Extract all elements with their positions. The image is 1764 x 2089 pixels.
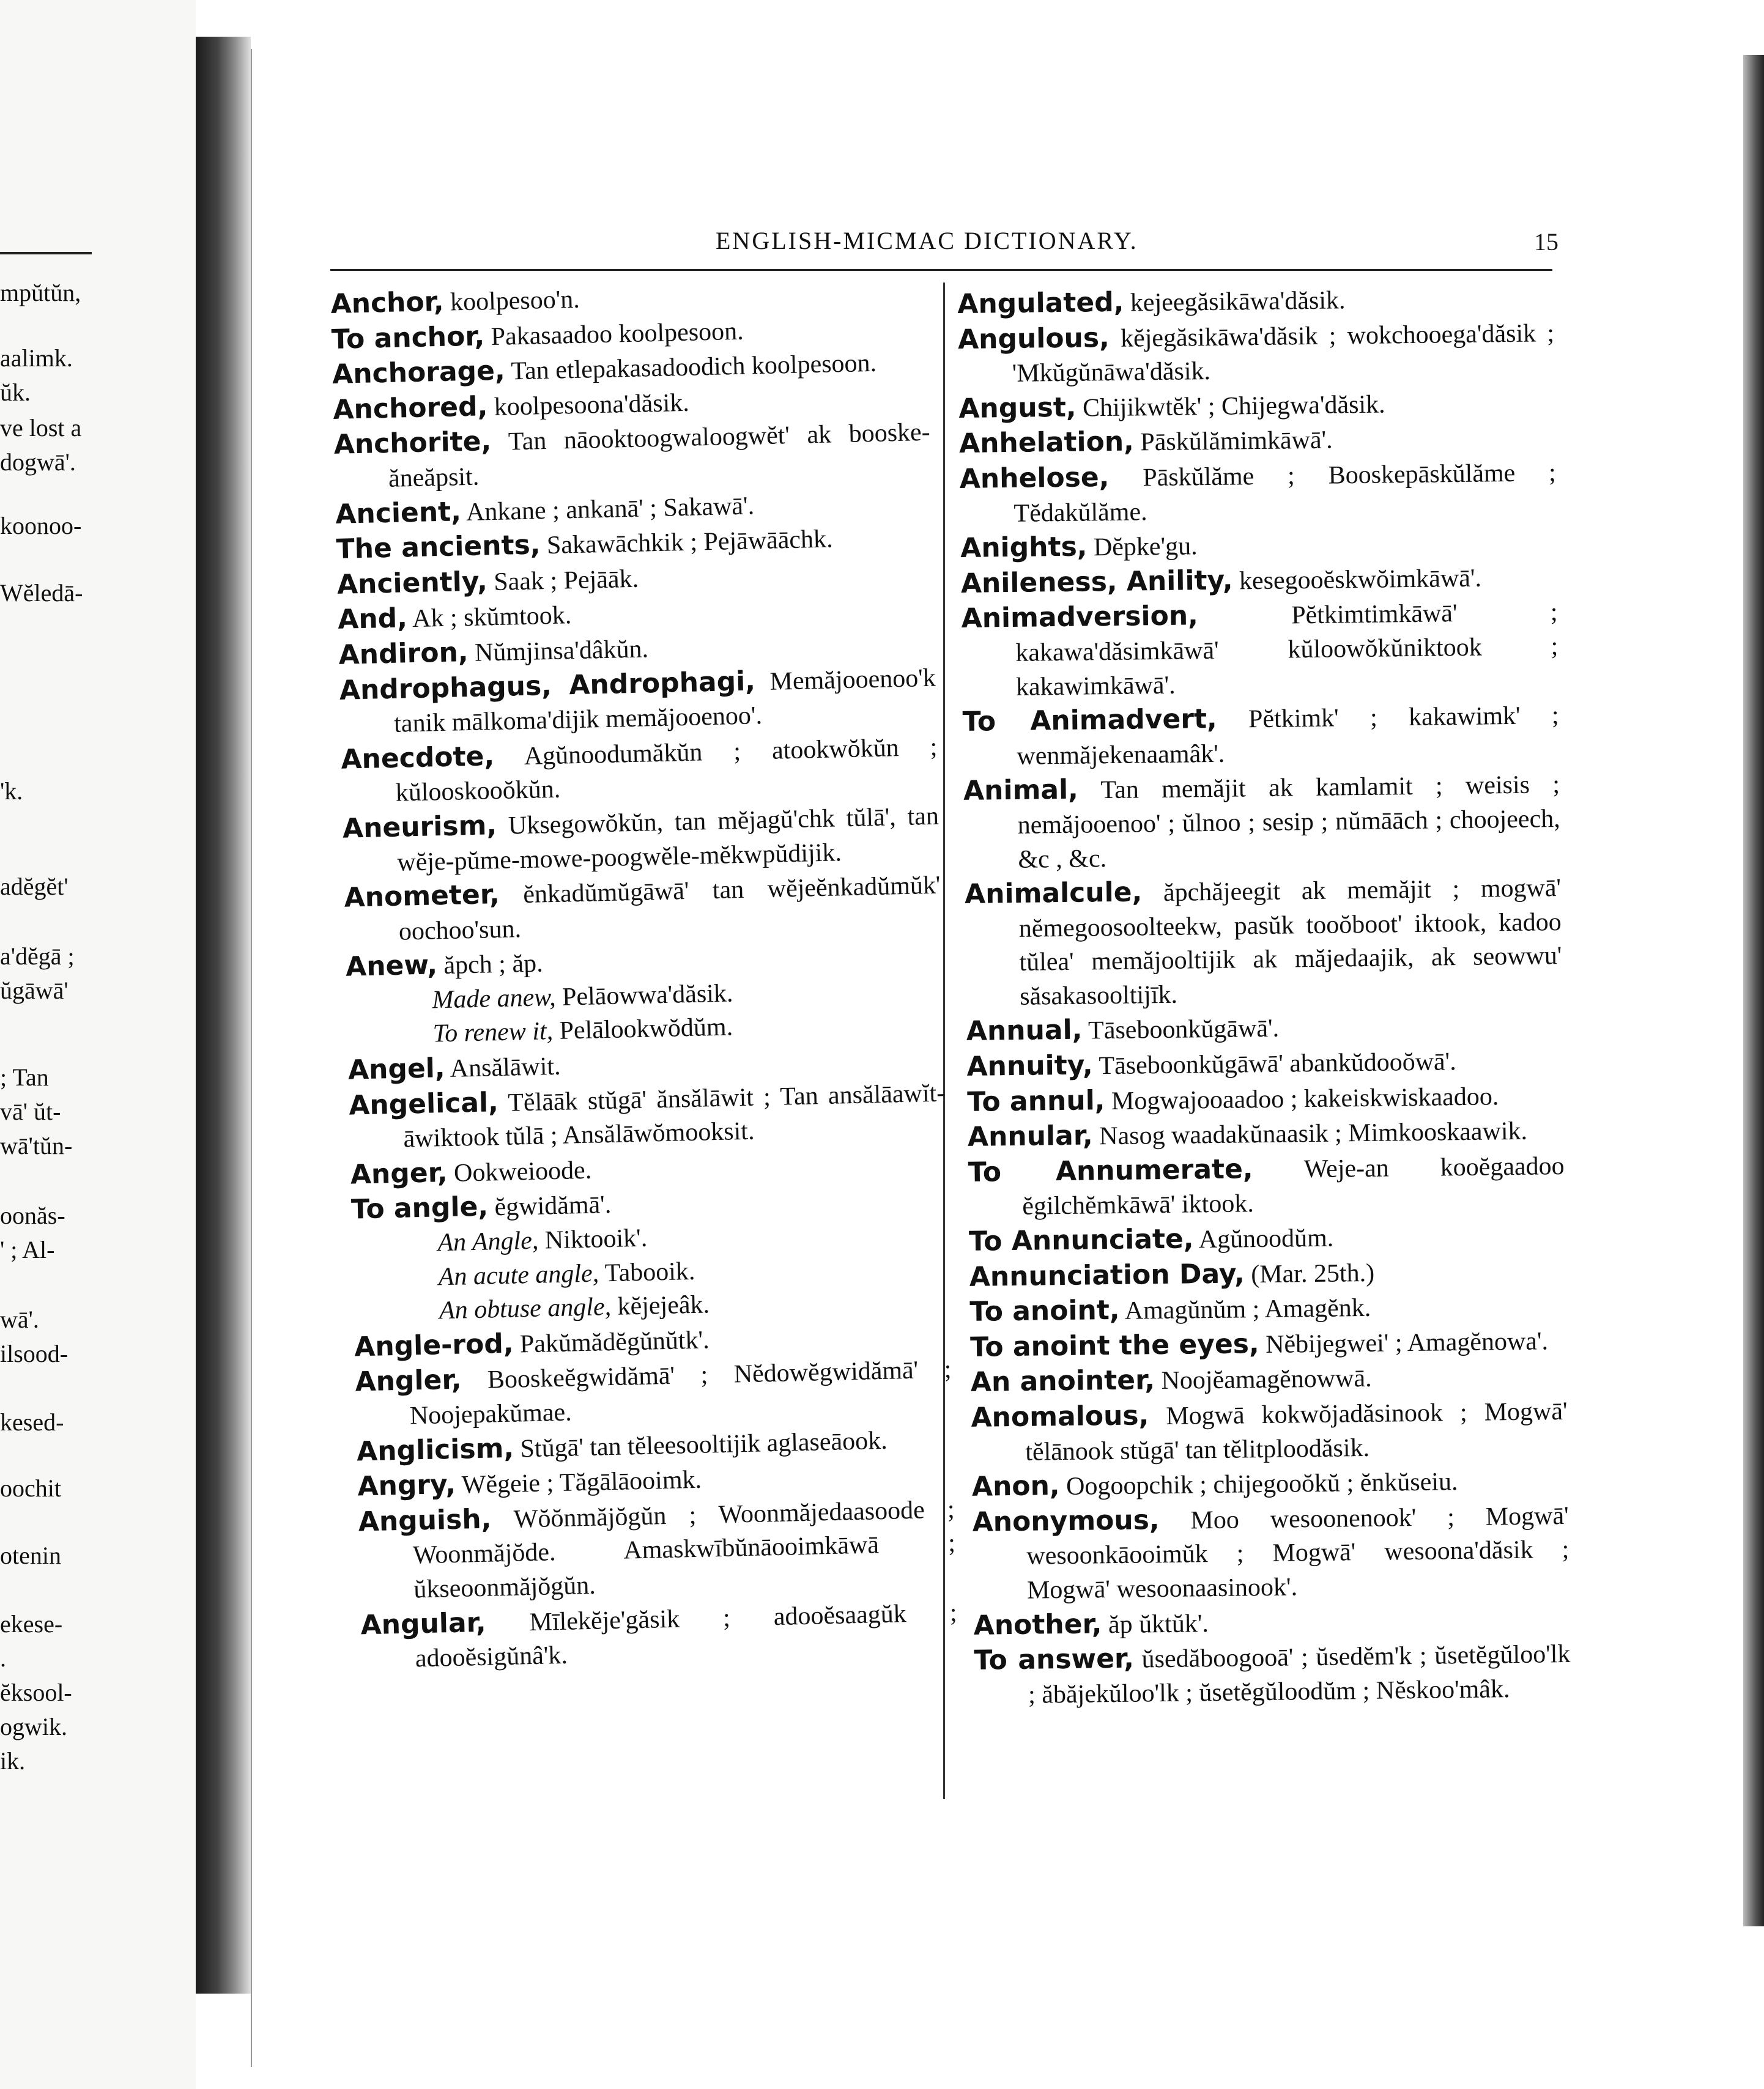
definition: Tan memăjit ak kamlamit ; weisis ; nemăjooenoo' ; ŭlnoo ; sesip ; nŭmāāch ; choojeech, &c , &c.	[1017, 771, 1560, 874]
definition: koolpesoo'n.	[450, 285, 580, 317]
headword: And,	[337, 602, 408, 636]
dictionary-entry	[974, 1636, 1571, 1713]
definition: Tan etlepakasadoodich koolpesoon.	[510, 349, 877, 386]
example-phrase: An obtuse angle,	[439, 1293, 612, 1325]
definition: Saak ; Pejāāk.	[493, 564, 639, 596]
definition: Booskeĕgwidămā' ; Nĕdowĕgwidămā' ; Noojepakŭmae.	[409, 1355, 952, 1430]
headword: Anchor,	[330, 286, 445, 320]
dictionary-entry	[962, 698, 1559, 774]
headword: Angry,	[357, 1469, 456, 1503]
definition: Moo wesoonenook' ; Mogwā' wesoonkāooimŭk ; Mogwā' wesoona'dăsik ; Mogwā' wesoonaasinook'.	[1026, 1501, 1569, 1605]
headword: Angust,	[958, 391, 1077, 424]
definition: Ookweioode.	[453, 1156, 592, 1188]
dictionary-entry	[360, 1595, 958, 1677]
headword: Anhelation,	[958, 426, 1135, 460]
headword: Angle-rod,	[354, 1328, 514, 1363]
definition: Sakawāchkik ; Pejāwāāchk.	[546, 525, 834, 560]
example-phrase: An Angle,	[437, 1226, 539, 1257]
definition: Niktooik'.	[544, 1224, 648, 1255]
definition: Tan nāooktoogwaloogwĕt' ak booske-ăneăpsit.	[388, 418, 931, 493]
headword: To answer,	[974, 1643, 1135, 1676]
definition: Tĕlāāk stŭgā' ănsălāwit ; Tan ansălāawĭt-āwiktook tŭlā ; Ansălāwŏmooksit.	[403, 1079, 946, 1153]
headword: Angler,	[355, 1364, 462, 1398]
headword: Anecdote,	[340, 740, 495, 775]
definition: Agŭnoodŭm.	[1198, 1224, 1334, 1254]
headword: Animalcule,	[964, 876, 1143, 911]
definition: Nŭmjinsa'dâkŭn.	[474, 635, 649, 667]
headword: Anchorite,	[333, 426, 492, 461]
definition: Weje-an kooĕgaadoo ĕgilchĕmkāwā' iktook.	[1022, 1152, 1565, 1221]
headword: Andiron,	[338, 636, 469, 671]
definition: kejeegăsikāwa'dăsik.	[1130, 286, 1346, 317]
headword: Anguish,	[358, 1503, 492, 1538]
headword: To anoint the eyes,	[969, 1328, 1259, 1363]
left-page-rule	[0, 252, 92, 254]
dictionary-entry	[963, 767, 1561, 878]
definition: kesegooĕskwŏimkāwā'.	[1239, 564, 1482, 596]
headword: Angulous,	[957, 322, 1110, 355]
headword: An anointer,	[970, 1364, 1155, 1399]
dictionary-entry	[959, 455, 1556, 531]
headword: Angelical,	[348, 1086, 499, 1122]
left-page-fragment: aalimk.	[0, 344, 73, 372]
definition: Pāskŭlăme ; Booskepāskŭlăme ; Tĕdakŭlăme.	[1014, 459, 1557, 528]
left-page-fragment: vā' ŭt-	[0, 1098, 61, 1125]
headword: Anchored,	[332, 391, 488, 426]
definition: Ansălāwit.	[450, 1052, 561, 1083]
definition: Wĕgeie ; Tăgālāooimk.	[461, 1465, 702, 1499]
headword: Annuity,	[966, 1049, 1093, 1082]
headword: Animal,	[963, 774, 1079, 807]
definition: Pĕtkimtimkāwā' ; kakawa'dăsimkāwā' kŭloowŏkŭniktook ; kakawimkāwā'.	[1015, 598, 1558, 701]
definition: Dĕpke'gu.	[1093, 532, 1198, 562]
headword: Animadversion,	[961, 600, 1199, 635]
definition: ĕgwidămā'.	[494, 1191, 612, 1222]
left-page-fragment: dogwā'.	[0, 448, 76, 476]
definition: Ak ; skŭmtook.	[412, 601, 572, 634]
definition: Ankane ; ankanā' ; Sakawā'.	[465, 491, 755, 527]
headword: Another,	[973, 1608, 1102, 1641]
headword: Annunciation Day,	[969, 1258, 1245, 1293]
definition: Tāseboonkŭgāwā'.	[1088, 1015, 1280, 1045]
left-page-fragment: ve lost a	[0, 414, 82, 442]
book-gutter	[196, 37, 251, 1994]
headword: Anew,	[345, 949, 438, 983]
definition: Oogoopchik ; chijegooŏkŭ ; ĕnkŭseiu.	[1065, 1468, 1458, 1501]
headword: Annular,	[967, 1120, 1094, 1153]
dictionary-entry	[342, 799, 939, 881]
left-page-fragment: ekese-	[0, 1610, 63, 1638]
left-page-fragment: otenin	[0, 1542, 61, 1569]
definition: ăp ŭktŭk'.	[1108, 1609, 1209, 1639]
definition: Pelāowwa'dăsik.	[561, 979, 733, 1011]
definition: (Mar. 25th.)	[1251, 1259, 1375, 1289]
definition: koolpesoona'dăsik.	[494, 388, 690, 421]
definition: Mīlekĕje'găsik ; adooĕsaagŭk ; adooĕsigŭnâ'k.	[415, 1598, 957, 1673]
definition: Pĕtkimk' ; kakawimk' ; wenmăjekenaamâk'.	[1017, 701, 1559, 771]
headword: Anon,	[971, 1470, 1060, 1503]
definition: Tāseboonkŭgāwā' abankŭdooŏwā'.	[1099, 1048, 1456, 1081]
headword: To angle,	[350, 1191, 489, 1226]
definition: Nĕbijegwei' ; Amagĕnowa'.	[1265, 1327, 1549, 1359]
dictionary-entry	[355, 1352, 952, 1435]
definition: Pakasaadoo koolpesoon.	[491, 317, 744, 351]
dictionary-entry	[333, 415, 931, 497]
headword: Anometer,	[344, 879, 500, 914]
page-edge	[1743, 55, 1764, 1926]
headword: To Animadvert,	[962, 703, 1218, 738]
definition: Chijikwtĕk' ; Chijegwa'dăsik.	[1082, 390, 1385, 423]
definition: Wŏŏnmăjŏgŭn ; Woonmăjedaasoode ; Woonmăjŏde. Amaskwībŭnāooimkāwā ; ŭkseoonmăjŏgŭn.	[412, 1495, 956, 1604]
definition: Memăjooenoo'k tanik mālkoma'dijik memăjooenoo'.	[393, 664, 936, 738]
left-page-fragment: oochit	[0, 1474, 61, 1502]
definition: Pāskŭlămimkāwā'.	[1140, 426, 1333, 457]
headword: Anileness, Anility,	[960, 564, 1233, 599]
definition: Stŭgā' tan tĕleesooltijik aglaseāook.	[520, 1426, 888, 1463]
headword: Anchorage,	[332, 355, 506, 391]
left-column	[330, 274, 958, 1677]
dictionary-entry	[341, 729, 938, 812]
definition: ŭsedăboogooā' ; ŭsedĕm'k ; ŭsetĕgŭloo'lk ; ăbăjekŭloo'lk ; ŭsetĕgŭloodŭm ; Nĕskoo'mâk.	[1028, 1640, 1571, 1709]
headword: To anchor,	[331, 320, 485, 355]
definition: Uksegowŏkŭn, tan mĕjagŭ'chk tŭlā', tan wĕje-pŭme-mowe-poogwĕle-mĕkwpŭdijik.	[396, 802, 939, 877]
dictionary-entry	[961, 594, 1558, 705]
left-page-fragment: oonăs-	[0, 1202, 65, 1229]
dictionary-entry	[958, 316, 1555, 392]
left-page-fragment: ilsood-	[0, 1340, 69, 1367]
left-page-fragment: mpŭtŭn,	[0, 279, 81, 306]
left-page-fragment: kesed-	[0, 1408, 64, 1436]
left-page-fragment: wā'.	[0, 1306, 39, 1333]
definition: Pakŭmădĕgŭnŭtk'.	[519, 1326, 710, 1359]
definition: Mogwā kokwŏjadăsinook ; Mogwā' tĕlānook stŭgā' tan tĕlitploodăsik.	[1025, 1397, 1568, 1466]
header-rule	[330, 269, 1552, 271]
left-page-fragment: ogwik.	[0, 1713, 67, 1740]
left-page-fragment: .	[0, 1644, 6, 1672]
headword: Androphagus, Androphagi,	[339, 665, 756, 706]
headword: To Annumerate,	[968, 1153, 1253, 1188]
left-page-fragment: ĕksool-	[0, 1679, 72, 1706]
left-page-fragment: Wĕledā-	[0, 579, 83, 607]
headword: Angular,	[360, 1606, 487, 1641]
page-number: 15	[1534, 228, 1558, 256]
headword: To anoint,	[969, 1295, 1120, 1328]
headword: To Annunciate,	[968, 1223, 1194, 1257]
headword: Anights,	[960, 531, 1088, 564]
example-phrase: To renew it,	[432, 1017, 554, 1048]
right-column	[957, 280, 1571, 1713]
left-page-fragment: ' ; Al-	[0, 1236, 55, 1263]
dictionary-entry	[971, 1394, 1568, 1470]
definition: Mogwajooaadoo ; kakeiskwiskaadoo.	[1111, 1082, 1499, 1115]
headword: Anhelose,	[959, 461, 1110, 495]
headword: Anomalous,	[971, 1400, 1149, 1433]
headword: Ancient,	[335, 495, 462, 530]
definition: ĕnkadŭmŭgāwā' tan wĕjeĕnkadŭmŭk' oochoo'sun.	[398, 871, 941, 946]
definition: ăpchăjeegit ak memăjit ; mogwā' nĕmegoosoolteekw, pasŭk tooŏboot' iktook, kadoo tŭlea' memăjooltijik ak măjedaajik, ak seowwu' săsakasooltijīk.	[1018, 874, 1562, 1011]
definition: ăpch ; ăp.	[443, 949, 544, 980]
headword: Annual,	[966, 1015, 1083, 1048]
left-page-fragment: koonoo-	[0, 512, 82, 539]
definition: kĕjejeâk.	[617, 1290, 710, 1321]
example-phrase: Made anew,	[431, 983, 557, 1015]
definition: Noojĕamagĕnowwā.	[1161, 1364, 1372, 1396]
dictionary-entry	[965, 870, 1563, 1015]
dictionary-entry	[358, 1492, 957, 1608]
definition: Pelālookwŏdŭm.	[559, 1013, 733, 1046]
definition: Tabooik.	[604, 1257, 695, 1287]
left-page-fragment: ŭgāwā'	[0, 977, 69, 1004]
left-page-fragment: adĕgĕt'	[0, 873, 69, 900]
headword: To annul,	[966, 1084, 1105, 1118]
headword: The ancients,	[336, 529, 541, 566]
example-phrase: An acute angle,	[438, 1259, 599, 1292]
left-page-fragment: ; Tan	[0, 1063, 49, 1091]
definition: Nasog waadakŭnaasik ; Mimkooskaawik.	[1099, 1117, 1528, 1151]
page-header: ENGLISH-MICMAC DICTIONARY.	[716, 227, 1138, 254]
headword: Aneurism,	[342, 809, 497, 845]
dictionary-entry	[344, 868, 941, 950]
left-page-fragment: ik.	[0, 1747, 26, 1775]
headword: Angulated,	[957, 286, 1124, 320]
left-page-fragment: ŭk.	[0, 379, 31, 406]
headword: Anger,	[350, 1156, 448, 1191]
headword: Anonymous,	[972, 1504, 1160, 1538]
headword: Anciently,	[336, 566, 488, 601]
definition: Agŭnoodumăkŭn ; atookwŏkŭn ; kŭlooskooŏkŭn.	[395, 733, 938, 808]
left-page-fragment: 'k.	[0, 777, 23, 805]
left-page-fragment: wā'tŭn-	[0, 1132, 73, 1159]
left-page-fragment: a'dĕgā ;	[0, 942, 75, 970]
dictionary-entry	[972, 1498, 1569, 1609]
headword: Anglicism,	[356, 1432, 514, 1468]
dictionary-entry	[968, 1148, 1565, 1225]
dictionary-entry	[349, 1075, 946, 1158]
definition: Amagŭnŭm ; Amagĕnk.	[1124, 1294, 1371, 1325]
dictionary-entry	[339, 660, 936, 742]
definition: kĕjegăsikāwa'dăsik ; wokchooega'dăsik ; 'Mkŭgŭnāwa'dăsik.	[1012, 319, 1555, 388]
headword: Angel,	[347, 1052, 446, 1086]
left-facing-page	[0, 0, 196, 2089]
